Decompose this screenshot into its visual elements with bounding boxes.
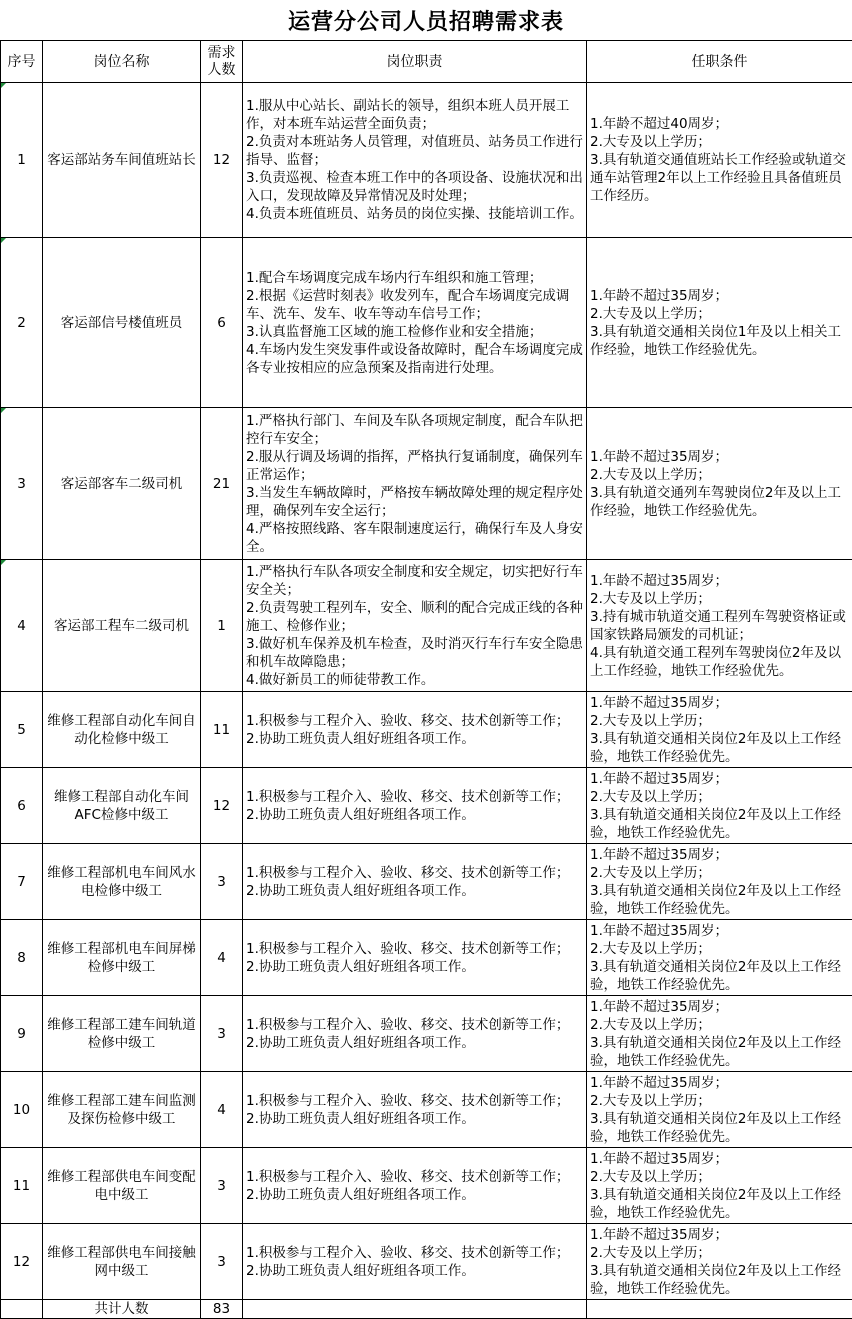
row-position: 客运部站务车间值班站长 [43, 83, 201, 238]
row-position: 客运部信号楼值班员 [43, 238, 201, 408]
row-duties: 1.配合车场调度完成车场内行车组织和施工管理； 2.根据《运营时刻表》收发列车，配合车场调度完成调车、洗车、发车、收车等动车信号工作； 3.认真监督施工区域的施工检修作业和安全措施； 4.车场内发生突发事件或设备故障时，配合车场调度完成各专业按相应的应急预案及指南进行处理。 [243, 238, 587, 408]
table-row [1, 1148, 852, 1224]
total-count: 83 [201, 1300, 243, 1319]
table-row [1, 83, 852, 238]
total-spacer [1, 1300, 43, 1319]
row-no: 2 [1, 238, 43, 408]
row-duties: 1.严格执行部门、车间及车队各项规定制度，配合车队把控行车安全； 2.服从行调及场调的指挥，严格执行复诵制度，确保列车正常运作； 3.当发生车辆故障时，严格按车辆故障处理的规定程序处理，确保列车安全运行； 4.严格按照线路、客车限制速度运行，确保行车及人身安全。 [243, 408, 587, 560]
row-count: 4 [201, 1072, 243, 1148]
header-count: 需求人数 [201, 41, 243, 83]
row-requirements: 1.年龄不超过35周岁； 2.大专及以上学历； 3.具有轨道交通相关岗位2年及以上工作经验，地铁工作经验优先。 [587, 692, 852, 768]
row-duties: 1.严格执行车队各项安全制度和安全规定，切实把好行车安全关； 2.负责驾驶工程列车，安全、顺利的配合完成正线的各种施工、检修作业； 3.做好机车保养及机车检查，及时消灭行车行车安全隐患和机车故障隐患； 4.做好新员工的师徒带教工作。 [243, 560, 587, 692]
row-no: 3 [1, 408, 43, 560]
row-count: 12 [201, 83, 243, 238]
header-row [1, 41, 852, 83]
recruitment-table [0, 40, 852, 1319]
row-count: 11 [201, 692, 243, 768]
row-duties: 1.服从中心站长、副站长的领导，组织本班人员开展工作，对本班车站运营全面负责； 2.负责对本班站务人员管理，对值班员、站务员工作进行指导、监督； 3.负责巡视、检查本班工作中的各项设备、设施状况和出入口，发现故障及异常情况及时处理； 4.负责本班值班员、站务员的岗位实操、技能培训工作。 [243, 83, 587, 238]
row-count: 3 [201, 996, 243, 1072]
row-requirements: 1.年龄不超过35周岁； 2.大专及以上学历； 3.具有轨道交通相关岗位2年及以上工作经验，地铁工作经验优先。 [587, 1148, 852, 1224]
row-count: 6 [201, 238, 243, 408]
total-label: 共计人数 [43, 1300, 201, 1319]
row-position: 维修工程部自动化车间AFC检修中级工 [43, 768, 201, 844]
row-position: 维修工程部工建车间监测及探伤检修中级工 [43, 1072, 201, 1148]
row-no: 6 [1, 768, 43, 844]
row-no: 9 [1, 996, 43, 1072]
row-requirements: 1.年龄不超过35周岁； 2.大专及以上学历； 3.具有轨道交通列车驾驶岗位2年及以上工作经验，地铁工作经验优先。 [587, 408, 852, 560]
row-requirements: 1.年龄不超过35周岁； 2.大专及以上学历； 3.具有轨道交通相关岗位2年及以上工作经验，地铁工作经验优先。 [587, 768, 852, 844]
row-requirements: 1.年龄不超过35周岁； 2.大专及以上学历； 3.具有轨道交通相关岗位1年及以上相关工作经验，地铁工作经验优先。 [587, 238, 852, 408]
total-duties-empty [243, 1300, 587, 1319]
row-requirements: 1.年龄不超过35周岁； 2.大专及以上学历； 3.具有轨道交通相关岗位2年及以上工作经验，地铁工作经验优先。 [587, 1072, 852, 1148]
table-row [1, 560, 852, 692]
row-no: 5 [1, 692, 43, 768]
row-no: 7 [1, 844, 43, 920]
row-duties: 1.积极参与工程介入、验收、移交、技术创新等工作； 2.协助工班负责人组好班组各项工作。 [243, 996, 587, 1072]
row-no: 8 [1, 920, 43, 996]
table-row [1, 408, 852, 560]
row-no: 1 [1, 83, 43, 238]
table-row [1, 920, 852, 996]
header-requirements: 任职条件 [587, 41, 852, 83]
row-duties: 1.积极参与工程介入、验收、移交、技术创新等工作； 2.协助工班负责人组好班组各项工作。 [243, 844, 587, 920]
row-duties: 1.积极参与工程介入、验收、移交、技术创新等工作； 2.协助工班负责人组好班组各项工作。 [243, 1148, 587, 1224]
row-requirements: 1.年龄不超过35周岁； 2.大专及以上学历； 3.具有轨道交通相关岗位2年及以上工作经验，地铁工作经验优先。 [587, 1224, 852, 1300]
row-count: 3 [201, 1148, 243, 1224]
row-position: 客运部客车二级司机 [43, 408, 201, 560]
page-title: 运营分公司人员招聘需求表 [0, 0, 852, 40]
row-count: 21 [201, 408, 243, 560]
row-requirements: 1.年龄不超过35周岁； 2.大专及以上学历； 3.持有城市轨道交通工程列车驾驶资格证或国家铁路局颁发的司机证； 4.具有轨道交通工程列车驾驶岗位2年及以上工作经验，地铁工作经验优先。 [587, 560, 852, 692]
header-position: 岗位名称 [43, 41, 201, 83]
row-position: 维修工程部自动化车间自动化检修中级工 [43, 692, 201, 768]
table-row [1, 238, 852, 408]
row-duties: 1.积极参与工程介入、验收、移交、技术创新等工作； 2.协助工班负责人组好班组各项工作。 [243, 768, 587, 844]
table-row [1, 768, 852, 844]
row-requirements: 1.年龄不超过35周岁； 2.大专及以上学历； 3.具有轨道交通相关岗位2年及以上工作经验，地铁工作经验优先。 [587, 844, 852, 920]
row-requirements: 1.年龄不超过35周岁； 2.大专及以上学历； 3.具有轨道交通相关岗位2年及以上工作经验，地铁工作经验优先。 [587, 996, 852, 1072]
row-duties: 1.积极参与工程介入、验收、移交、技术创新等工作； 2.协助工班负责人组好班组各项工作。 [243, 1072, 587, 1148]
row-position: 维修工程部供电车间变配电中级工 [43, 1148, 201, 1224]
total-row [1, 1300, 852, 1319]
table-row [1, 1072, 852, 1148]
row-count: 3 [201, 1224, 243, 1300]
row-no: 10 [1, 1072, 43, 1148]
header-duties: 岗位职责 [243, 41, 587, 83]
row-duties: 1.积极参与工程介入、验收、移交、技术创新等工作； 2.协助工班负责人组好班组各项工作。 [243, 692, 587, 768]
row-count: 1 [201, 560, 243, 692]
table-row [1, 996, 852, 1072]
table-row [1, 692, 852, 768]
table-row [1, 1224, 852, 1300]
row-position: 维修工程部工建车间轨道检修中级工 [43, 996, 201, 1072]
row-position: 维修工程部供电车间接触网中级工 [43, 1224, 201, 1300]
row-requirements: 1.年龄不超过35周岁； 2.大专及以上学历； 3.具有轨道交通相关岗位2年及以上工作经验，地铁工作经验优先。 [587, 920, 852, 996]
row-requirements: 1.年龄不超过40周岁； 2.大专及以上学历； 3.具有轨道交通值班站长工作经验或轨道交通车站管理2年以上工作经验且具备值班员工作经历。 [587, 83, 852, 238]
total-requirements-empty [587, 1300, 852, 1319]
row-position: 客运部工程车二级司机 [43, 560, 201, 692]
row-count: 3 [201, 844, 243, 920]
row-duties: 1.积极参与工程介入、验收、移交、技术创新等工作； 2.协助工班负责人组好班组各项工作。 [243, 920, 587, 996]
row-no: 4 [1, 560, 43, 692]
row-no: 12 [1, 1224, 43, 1300]
row-count: 4 [201, 920, 243, 996]
row-duties: 1.积极参与工程介入、验收、移交、技术创新等工作； 2.协助工班负责人组好班组各项工作。 [243, 1224, 587, 1300]
row-position: 维修工程部机电车间风水电检修中级工 [43, 844, 201, 920]
row-no: 11 [1, 1148, 43, 1224]
table-row [1, 844, 852, 920]
row-count: 12 [201, 768, 243, 844]
row-position: 维修工程部机电车间屏梯检修中级工 [43, 920, 201, 996]
header-no: 序号 [1, 41, 43, 83]
